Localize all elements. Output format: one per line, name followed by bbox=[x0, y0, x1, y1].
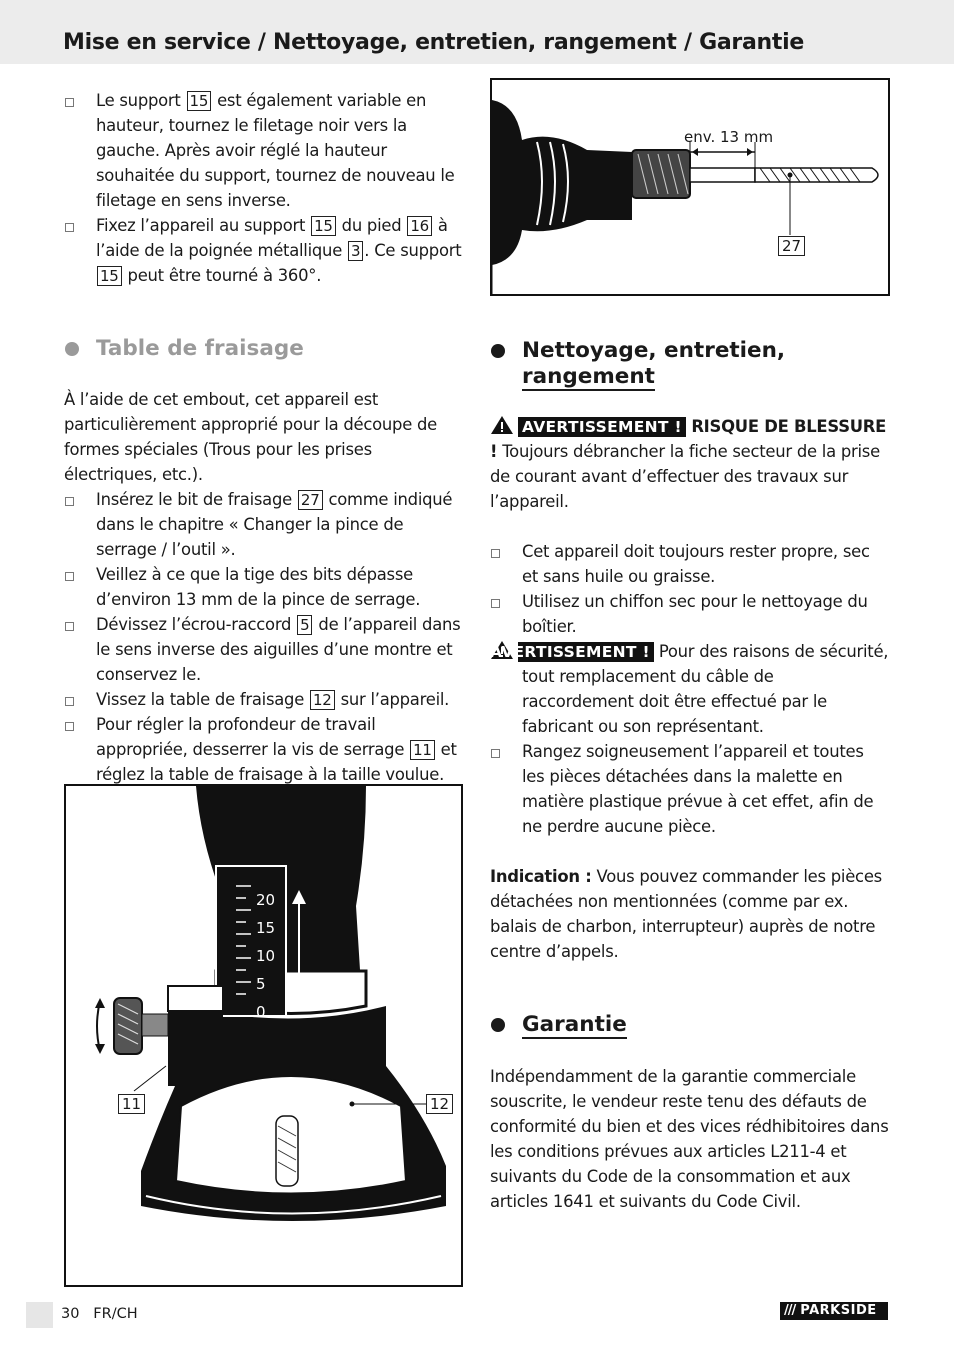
warning-pill: AVERTISSEMENT ! bbox=[518, 642, 654, 662]
garantie-text: Indépendamment de la garantie commerciale souscrite, le vendeur reste tenu des défauts de conformité du bien et des vices rédhibitoires dans les conditions prévues aux articles L211-4 et suivants du Code de la consommation et aux articles 1641 et suivants du Code Civil. bbox=[490, 1067, 889, 1211]
dimension-label: env. 13 mm bbox=[684, 128, 774, 146]
part-label-27: 27 bbox=[778, 236, 805, 256]
table-bullet-item: Pour régler la profondeur de travail appropriée, desserrer la vis de serrage 11 et réglez la table de fraisage à la taille voulue. bbox=[64, 712, 464, 787]
warning-pill: AVERTISSEMENT ! bbox=[518, 417, 686, 437]
part-number: 12 bbox=[310, 690, 335, 710]
footer-box bbox=[26, 1302, 53, 1328]
clean-bullet-item: Cet appareil doit toujours rester propre, sec et sans huile ou graisse. bbox=[490, 539, 890, 589]
figure-milling-table bbox=[64, 784, 463, 1287]
clean-bullet-store: Rangez soigneusement l’appareil et toutes les pièces détachées dans la malette en matière plastique prévue à cet effet, afin de ne perdre aucune pièce. bbox=[490, 739, 890, 839]
intro-bullet-item: Le support 15 est également variable en hauteur, tournez le filetage noir vers la gauche. Après avoir réglé la hauteur souhaitée du support, tournez de nouveau le filetage en sens inverse. bbox=[64, 88, 464, 213]
table-bullet-item: Dévissez l’écrou-raccord 5 de l’appareil dans le sens inverse des aiguilles d’une montre et conservez le. bbox=[64, 612, 464, 687]
note-block: Indication : Vous pouvez commander les pièces détachées non mentionnées (comme par ex. balais de charbon, interrupteur) auprès de notre centre d’appels. bbox=[490, 867, 882, 961]
scale-tick-label: 10 bbox=[256, 947, 276, 965]
table-intro: À l’aide de cet embout, cet appareil est particulièrement approprié pour la découpe de formes spéciales (Trous pour les prises électriques, etc.). bbox=[64, 390, 437, 484]
part-number: 15 bbox=[311, 216, 336, 236]
warning-triangle-icon bbox=[490, 415, 514, 435]
right-column bbox=[490, 338, 890, 1214]
table-bullet-item: Insérez le bit de fraisage 27 comme indiqué dans le chapitre « Changer la pince de serrage / l’outil ». bbox=[64, 487, 464, 562]
table-heading: Table de fraisage bbox=[64, 336, 464, 362]
part-label-11: 11 bbox=[118, 1094, 145, 1114]
part-number: 27 bbox=[298, 490, 323, 510]
intro-bullet-list bbox=[64, 88, 464, 288]
part-number: 15 bbox=[97, 266, 122, 286]
bit-insertion-illustration bbox=[492, 80, 888, 294]
left-column bbox=[64, 88, 464, 812]
warning-block-1: AVERTISSEMENT ! RISQUE DE BLESSURE ! Toujours débrancher la fiche secteur de la prise de courant avant d’effectuer des travaux sur l’appareil. bbox=[490, 417, 887, 511]
part-number: 15 bbox=[187, 91, 212, 111]
part-number: 11 bbox=[410, 740, 435, 760]
scale-tick-label: 15 bbox=[256, 919, 276, 937]
brand-logo: /// PARKSIDE bbox=[780, 1302, 888, 1320]
part-label-12: 12 bbox=[426, 1094, 453, 1114]
garantie-heading: Garantie bbox=[490, 1012, 890, 1038]
table-bullet-list bbox=[64, 487, 464, 812]
depth-scale bbox=[256, 886, 286, 1026]
figure-bit-insertion bbox=[490, 78, 890, 296]
table-bullet-item: Vissez la table de fraisage 12 sur l’appareil. bbox=[64, 687, 464, 712]
milling-table-illustration bbox=[66, 786, 461, 1285]
table-bullet-item: Veillez à ce que la tige des bits dépasse d’environ 13 mm de la pince de serrage. bbox=[64, 562, 464, 612]
intro-bullet-item: Fixez l’appareil au support 15 du pied 16 à l’aide de la poignée métallique 3 . Ce support 15 peut être tourné à 360°. bbox=[64, 213, 464, 288]
part-number: 16 bbox=[407, 216, 432, 236]
scale-tick-label: 0 bbox=[256, 1003, 266, 1021]
footer-page: 30 FR/CH bbox=[61, 1306, 138, 1322]
clean-bullet-item: Utilisez un chiffon sec pour le nettoyage du boîtier. bbox=[490, 589, 890, 639]
warning-block-2: AVERTISSEMENT ! Pour des raisons de sécurité, tout remplacement du câble de raccordement doit être effectué par le fabricant ou son représentant. bbox=[490, 642, 889, 736]
page-title: Mise en service / Nettoyage, entretien, rangement / Garantie bbox=[63, 30, 804, 55]
clean-heading: Nettoyage, entretien, rangement bbox=[490, 338, 890, 390]
part-number: 5 bbox=[297, 615, 312, 635]
scale-tick-label: 20 bbox=[256, 891, 276, 909]
clean-bullet-list bbox=[490, 539, 890, 639]
part-number: 3 bbox=[348, 241, 363, 261]
scale-tick-label: 5 bbox=[256, 975, 266, 993]
